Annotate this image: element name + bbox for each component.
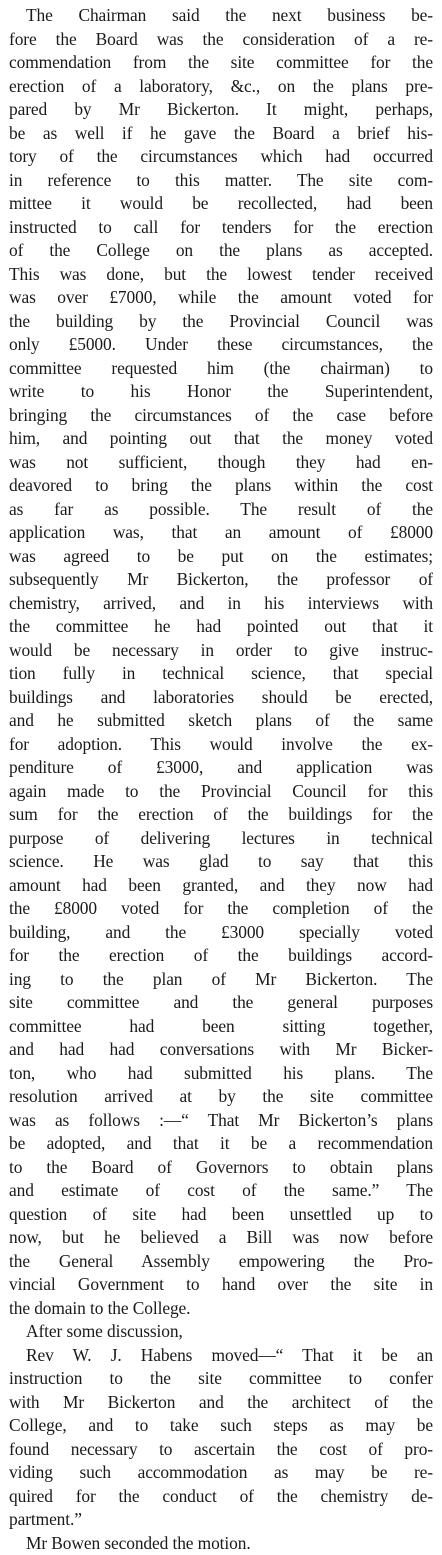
text-line: now, but he believed a Bill was now before — [9, 1226, 433, 1250]
text-line: was not sufficient, though they had en- — [9, 451, 433, 475]
text-line: and he submitted sketch plans of the same — [9, 709, 433, 733]
text-line: with Mr Bickerton and the architect of the — [9, 1391, 433, 1415]
text-line: resolution arrived at by the site committee — [9, 1085, 433, 1109]
text-line: science. He was glad to say that this — [9, 850, 433, 874]
text-line: the General Assembly empowering the Pro- — [9, 1250, 433, 1274]
text-line: Rev W. J. Habens moved—“ That it be an — [9, 1344, 433, 1368]
text-line: be adopted, and that it be a recommendation — [9, 1132, 433, 1156]
paragraph-discussion — [9, 1320, 433, 1344]
text-line: buildings and laboratories should be erected, — [9, 686, 433, 710]
text-line: amount had been granted, and they now had — [9, 874, 433, 898]
text-line: College, and to take such steps as may be — [9, 1414, 433, 1438]
text-line: chemistry, arrived, and in his interviews with — [9, 592, 433, 616]
text-line: building, and the £3000 specially voted — [9, 921, 433, 945]
text-line: and estimate of cost of the same.” The — [9, 1179, 433, 1203]
text-line: was agreed to be put on the estimates; — [9, 545, 433, 569]
text-line: question of site had been unsettled up to — [9, 1203, 433, 1227]
text-line: partment.” — [9, 1508, 433, 1532]
text-line: was as follows :—“ That Mr Bickerton’s plans — [9, 1109, 433, 1133]
text-line: the domain to the College. — [9, 1297, 433, 1321]
text-line: again made to the Provincial Council for this — [9, 780, 433, 804]
text-line: for adoption. This would involve the ex- — [9, 733, 433, 757]
text-line: purpose of delivering lectures in technical — [9, 827, 433, 851]
text-line: tion fully in technical science, that special — [9, 662, 433, 686]
text-line: to the Board of Governors to obtain plans — [9, 1156, 433, 1180]
text-line: quired for the conduct of the chemistry de- — [9, 1485, 433, 1509]
text-line: the committee he had pointed out that it — [9, 615, 433, 639]
text-line: The Chairman said the next business be- — [9, 4, 433, 28]
text-line: viding such accommodation as may be re- — [9, 1461, 433, 1485]
text-line: mittee it would be recollected, had been — [9, 192, 433, 216]
text-line: bringing the circumstances of the case before — [9, 404, 433, 428]
text-line: the building by the Provincial Council was — [9, 310, 433, 334]
text-line: in reference to this matter. The site com- — [9, 169, 433, 193]
text-line: commendation from the site committee for the — [9, 51, 433, 75]
text-line: fore the Board was the consideration of a re- — [9, 28, 433, 52]
text-line: as far as possible. The result of the — [9, 498, 433, 522]
text-line: instructed to call for tenders for the erection — [9, 216, 433, 240]
text-line: him, and pointing out that the money voted — [9, 427, 433, 451]
text-line: and had had conversations with Mr Bicker- — [9, 1038, 433, 1062]
text-line: After some discussion, — [9, 1320, 433, 1344]
text-line: application was, that an amount of £8000 — [9, 521, 433, 545]
article-column — [9, 4, 433, 1555]
text-line: would be necessary in order to give instruc- — [9, 639, 433, 663]
text-line: subsequently Mr Bickerton, the professor of — [9, 568, 433, 592]
text-line: committee requested him (the chairman) to — [9, 357, 433, 381]
text-line: pared by Mr Bickerton. It might, perhaps, — [9, 98, 433, 122]
text-line: ton, who had submitted his plans. The — [9, 1062, 433, 1086]
paragraph-habens-motion — [9, 1344, 433, 1532]
text-line: sum for the erection of the buildings for the — [9, 803, 433, 827]
text-line: committee had been sitting together, — [9, 1015, 433, 1039]
text-line: the £8000 voted for the completion of the — [9, 897, 433, 921]
paragraph-bowen-seconded — [9, 1532, 433, 1555]
text-line: penditure of £3000, and application was — [9, 756, 433, 780]
text-line: site committee and the general purposes — [9, 991, 433, 1015]
text-line: write to his Honor the Superintendent, — [9, 380, 433, 404]
text-line: be as well if he gave the Board a brief his- — [9, 122, 433, 146]
text-line: of the College on the plans as accepted. — [9, 239, 433, 263]
text-line: deavored to bring the plans within the cost — [9, 474, 433, 498]
text-line: This was done, but the lowest tender received — [9, 263, 433, 287]
text-line: for the erection of the buildings accord- — [9, 944, 433, 968]
text-line: ing to the plan of Mr Bickerton. The — [9, 968, 433, 992]
text-line: Mr Bowen seconded the motion. — [9, 1532, 433, 1555]
text-line: only £5000. Under these circumstances, the — [9, 333, 433, 357]
text-line: tory of the circumstances which had occurred — [9, 145, 433, 169]
text-line: found necessary to ascertain the cost of pro- — [9, 1438, 433, 1462]
text-line: instruction to the site committee to confer — [9, 1367, 433, 1391]
text-line: erection of a laboratory, &c., on the plans pre- — [9, 75, 433, 99]
paragraph-chairman-report — [9, 4, 433, 1320]
text-line: vincial Government to hand over the site in — [9, 1273, 433, 1297]
text-line: was over £7000, while the amount voted for — [9, 286, 433, 310]
